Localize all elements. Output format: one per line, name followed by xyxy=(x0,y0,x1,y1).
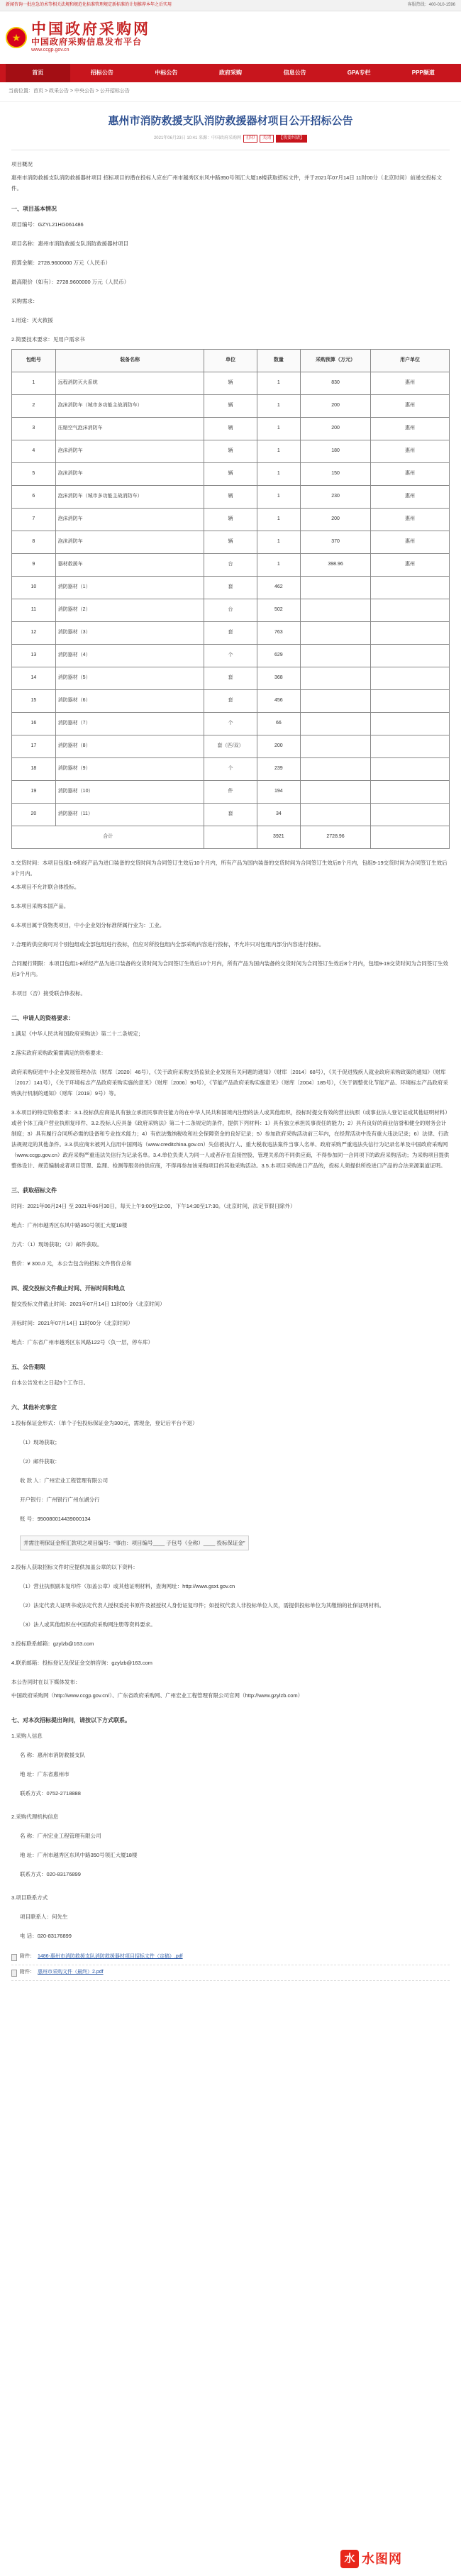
total-cell xyxy=(204,826,257,849)
media-label: 本公告同时在以下媒体发布： xyxy=(11,1679,81,1685)
table-cell: 1 xyxy=(257,554,301,577)
hotline: 客服热线：400-010-1596 xyxy=(407,3,455,7)
table-cell: 398.96 xyxy=(301,554,371,577)
qualification-3: 政府采购促进中小企业发展管理办法（财库〔2020〕46号），《关于政府采购支持监狱企业发展有关问题的通知》（财库〔2014〕68号），《关于促进残疾人就业政府采购政策的通知》（财库〔2017〕141号），《关于环境标志产品政府采购实施的意见》（财库〔2006〕90号），《节能产品政府采购实施意见》（财库〔2004〕185号），《关于调整优化节能产品、环境标志产品政府采购执行机制的通知》（财库〔2019〕9号）等。 xyxy=(11,1069,448,1097)
table-cell: 消防器材（4） xyxy=(55,645,204,667)
table-cell: 10 xyxy=(12,577,56,599)
table-cell: 1 xyxy=(257,531,301,554)
table-cell: 辆 xyxy=(204,372,257,395)
table-cell: 台 xyxy=(204,599,257,622)
nav-procurement[interactable]: 政府采购 xyxy=(219,70,243,76)
total-budget: 2728.96 xyxy=(301,826,371,849)
table-cell: 200 xyxy=(257,735,301,758)
table-cell: 消防器材（2） xyxy=(55,599,204,622)
table-row xyxy=(12,781,450,804)
table-cell: 3 xyxy=(12,418,56,440)
table-cell: 456 xyxy=(257,690,301,713)
total-quantity: 3921 xyxy=(257,826,301,849)
supplement-1: 1.投标保证金形式：（单个子包投标保证金为300元，需现金，登记后平台不退） xyxy=(11,1420,198,1426)
section-4-title: 四、提交投标文件截止时间、开标时间和地点 xyxy=(11,1285,125,1292)
supplement-4: 4.联系邮箱：投标登记及保证金交纳咨询：gzylzb@163.com xyxy=(11,1660,152,1666)
table-cell xyxy=(301,804,371,826)
attachment-item xyxy=(11,1965,450,1981)
table-cell xyxy=(301,781,371,804)
top-notice[interactable]: 新闻咨询一批应急的术等相关法规和规范化标准管理规定新标准的计划推荐本年之后实用 xyxy=(6,3,172,7)
table-row xyxy=(12,372,450,395)
period: 自本公告发布之日起5个工作日。 xyxy=(11,1379,89,1386)
report-error-button[interactable]: 【我要纠错】 xyxy=(276,135,307,143)
table-row xyxy=(12,418,450,440)
nav-info[interactable]: 信息公告 xyxy=(283,70,306,76)
attachment-label: 附件： xyxy=(20,1970,35,1975)
table-cell xyxy=(301,735,371,758)
note-industry: 6.本项目属于货物类项目，中小企业划分标准所属行业为：工业。 xyxy=(11,922,165,928)
table-cell: 消防器材（1） xyxy=(55,577,204,599)
table-cell: 套 xyxy=(204,804,257,826)
section-2-title: 二、申请人的资格要求： xyxy=(11,1015,74,1021)
table-cell: 套（匹/双） xyxy=(204,735,257,758)
table-cell: 194 xyxy=(257,781,301,804)
close-button[interactable]: 关闭 xyxy=(260,135,274,143)
table-cell xyxy=(301,622,371,645)
requirement-label: 采购需求： xyxy=(11,298,38,304)
table-cell: 1 xyxy=(257,509,301,531)
supplement-2: 2.投标人获取招标文件时应提供加盖公章的以下资料： xyxy=(11,1564,138,1570)
table-cell: 辆 xyxy=(204,531,257,554)
note-domestic: 5.本项目采购本国产品。 xyxy=(11,903,70,909)
table-cell: 台 xyxy=(204,554,257,577)
table-row xyxy=(12,645,450,667)
joint-bid: 本项目（否）接受联合体投标。 xyxy=(11,990,86,996)
table-cell xyxy=(301,690,371,713)
supplement-2c: （3）法人或其他组织在中国政府采购网注册等资料要求。 xyxy=(20,1621,156,1628)
table-cell: 6 xyxy=(12,486,56,509)
table-cell: 辆 xyxy=(204,509,257,531)
table-cell: 辆 xyxy=(204,463,257,486)
publish-info: 2021年06月23日 10:41 来源：中国政府采购网 xyxy=(153,136,241,140)
national-emblem-icon: ★ xyxy=(6,27,27,48)
table-cell xyxy=(370,622,449,645)
table-cell: 502 xyxy=(257,599,301,622)
table-cell: 462 xyxy=(257,577,301,599)
note-joint: 4.本项目不允许联合体投标。 xyxy=(11,884,80,890)
requirement-2: 2.简要技术要求：见用户需求书 xyxy=(11,336,85,343)
table-cell: 11 xyxy=(12,599,56,622)
table-row xyxy=(12,395,450,418)
site-header xyxy=(0,11,461,64)
table-cell: 消防器材（7） xyxy=(55,713,204,735)
table-cell: 763 xyxy=(257,622,301,645)
table-cell: 惠州 xyxy=(370,554,449,577)
table-cell xyxy=(301,577,371,599)
table-cell: 远程消防灭火系统 xyxy=(55,372,204,395)
items-table xyxy=(11,349,450,849)
table-cell: 消防器材（8） xyxy=(55,735,204,758)
attachments xyxy=(11,1950,450,1981)
table-cell: 个 xyxy=(204,758,257,781)
table-cell: 1 xyxy=(257,372,301,395)
table-cell: 629 xyxy=(257,645,301,667)
table-cell: 239 xyxy=(257,758,301,781)
article-meta xyxy=(11,135,450,143)
table-cell xyxy=(370,577,449,599)
table-cell: 12 xyxy=(12,622,56,645)
table-cell: 200 xyxy=(301,395,371,418)
table-cell: 惠州 xyxy=(370,395,449,418)
table-cell: 180 xyxy=(301,440,371,463)
table-cell: 19 xyxy=(12,781,56,804)
table-cell: 1 xyxy=(257,463,301,486)
table-cell: 惠州 xyxy=(370,440,449,463)
contact-1-title: 1.采购人信息 xyxy=(11,1733,43,1739)
table-row xyxy=(12,690,450,713)
attachment-link[interactable]: 1486-惠州市消防救援支队消防救援器材项目招标文件（定稿）.pdf xyxy=(38,1954,183,1960)
table-cell: 1 xyxy=(257,486,301,509)
table-row xyxy=(12,577,450,599)
table-header-row xyxy=(12,350,450,372)
watermark-logo-icon: 水 xyxy=(340,2550,359,2568)
get-price: 售价：¥ 300.0 元，本公告包含的招标文件售价总和 xyxy=(11,1260,132,1267)
logo-title: 中国政府采购网 xyxy=(31,20,150,38)
nav-home[interactable]: 首页 xyxy=(6,64,70,82)
table-cell: 230 xyxy=(301,486,371,509)
table-cell: 套 xyxy=(204,667,257,690)
contact-2-address: 地 址：广州市越秀区东风中路350号领汇大厦18楼 xyxy=(20,1852,138,1858)
table-row xyxy=(12,667,450,690)
table-cell xyxy=(301,645,371,667)
table-cell: 消防器材（3） xyxy=(55,622,204,645)
open-place: 地点：广东省广州市越秀区东风路122号（负一层，停车库） xyxy=(11,1339,154,1345)
table-cell: 13 xyxy=(12,645,56,667)
table-cell: 件 xyxy=(204,781,257,804)
col-header: 采购预算（万元） xyxy=(301,350,371,372)
table-cell: 66 xyxy=(257,713,301,735)
supplement-1b: （2）邮件获取： xyxy=(20,1458,60,1465)
contact-2-phone: 联系方式：020-83176899 xyxy=(20,1871,81,1877)
table-cell: 惠州 xyxy=(370,463,449,486)
table-cell: 8 xyxy=(12,531,56,554)
table-cell: 辆 xyxy=(204,395,257,418)
contact-2-name: 名 称：广州宏业工程管理有限公司 xyxy=(20,1833,101,1839)
watermark-text: 水图网 xyxy=(362,2551,402,2566)
table-cell: 惠州 xyxy=(370,418,449,440)
table-row xyxy=(12,804,450,826)
intro-label: 项目概况 xyxy=(11,161,33,167)
col-header: 单位 xyxy=(204,350,257,372)
items-table-body xyxy=(12,372,450,826)
table-cell: 个 xyxy=(204,645,257,667)
table-row xyxy=(12,735,450,758)
table-row xyxy=(12,486,450,509)
contact-2-title: 2.采购代理机构信息 xyxy=(11,1814,59,1820)
supplement-2b: （2）法定代表人证明书或法定代表人授权委托书原件及被授权人身份证复印件；如授权代表人非投标单位人员，需提供投标单位为其缴纳的社保证明材料。 xyxy=(20,1602,385,1609)
table-cell: 消防器材（10） xyxy=(55,781,204,804)
supplement-2a: （1）营业执照副本复印件（加盖公章）或其他证明材料，查询网址：http://www.gsxt.gov.cn xyxy=(20,1583,235,1589)
table-cell xyxy=(370,667,449,690)
qualification-2: 2.落实政府采购政策需满足的资格要求： xyxy=(11,1050,106,1056)
table-cell: 1 xyxy=(257,418,301,440)
table-row xyxy=(12,713,450,735)
get-place: 地点：广州市越秀区东风中路350号领汇大厦18楼 xyxy=(11,1222,128,1228)
table-cell: 5 xyxy=(12,463,56,486)
supplement-1c: 收 款 人：广州宏业工程管理有限公司 xyxy=(20,1477,109,1484)
nav-ppp[interactable]: PPP频道 xyxy=(411,70,435,76)
table-cell: 泡沫消防车 xyxy=(55,509,204,531)
total-cell xyxy=(370,826,449,849)
max-price: 最高限价（如有）：2728.9600000 万元（人民币） xyxy=(11,279,130,285)
main-nav xyxy=(0,64,461,82)
col-header: 用户单位 xyxy=(370,350,449,372)
table-cell xyxy=(370,645,449,667)
col-header: 装备名称 xyxy=(55,350,204,372)
requirement-1: 1.用途：灭火救援 xyxy=(11,317,53,323)
table-row xyxy=(12,622,450,645)
table-cell: 泡沫消防车 xyxy=(55,440,204,463)
nav-tender[interactable]: 招标公告 xyxy=(90,70,113,76)
table-row xyxy=(12,531,450,554)
attachment-label: 附件： xyxy=(20,1954,35,1960)
table-cell: 368 xyxy=(257,667,301,690)
note-delivery: 3.交货时间：本项目包组1-8和经产品为进口装备的交货时间为合同签订生效后10个月内，所有产品为国内装备的交货时间为合同签订生效后8个月内，包组9-19交货时间为合同签订生效后3个月内。 xyxy=(11,860,448,877)
site-logo[interactable] xyxy=(31,21,150,55)
table-cell xyxy=(301,599,371,622)
table-cell: 辆 xyxy=(204,440,257,463)
table-cell: 泡沫消防车 xyxy=(55,463,204,486)
section-1-title: 一、项目基本情况 xyxy=(11,206,57,212)
table-cell: 个 xyxy=(204,713,257,735)
table-cell: 压缩空气泡沫消防车 xyxy=(55,418,204,440)
intro-text: 惠州市消防救援支队消防救援器材项目 招标项目的潜在投标人应在广州市越秀区东风中路350号领汇大厦18楼获取招标文件，并于2021年07月14日 11时00分（北京时间）前递交投标文件。 xyxy=(11,174,443,191)
table-cell xyxy=(370,713,449,735)
section-6-title: 六、其他补充事宜 xyxy=(11,1404,57,1411)
table-row xyxy=(12,554,450,577)
logo-url: www.ccgp.gov.cn xyxy=(31,48,70,53)
table-cell: 20 xyxy=(12,804,56,826)
table-cell: 套 xyxy=(204,622,257,645)
table-cell xyxy=(370,735,449,758)
table-cell: 16 xyxy=(12,713,56,735)
table-cell: 9 xyxy=(12,554,56,577)
deadline: 提交投标文件截止时间：2021年07月14日 11时00分（北京时间） xyxy=(11,1301,165,1307)
table-cell: 1 xyxy=(257,395,301,418)
table-cell: 4 xyxy=(12,440,56,463)
contact-3-title: 3.项目联系方式 xyxy=(11,1894,48,1901)
table-cell xyxy=(370,758,449,781)
supplement-1f: 并需注明保证金所汇款项之项目编号：“事由：项目编号____ 子包号（全称）____ 投标保证金” xyxy=(20,1536,249,1550)
file-icon xyxy=(11,1970,17,1977)
supplement-1e: 账 号：950080014439000134 xyxy=(20,1516,91,1522)
note-bidding: 7.合理的供应商可对个别包组或全部包组进行投标，但应对所投包组内全部采购内容进行投标，不允许只对包组内部分内容进行投标。 xyxy=(11,941,325,948)
site-watermark xyxy=(340,2546,454,2572)
table-cell: 370 xyxy=(301,531,371,554)
table-row xyxy=(12,758,450,781)
table-cell xyxy=(370,781,449,804)
table-cell: 泡沫消防车 xyxy=(55,531,204,554)
table-cell xyxy=(370,804,449,826)
table-cell: 1 xyxy=(257,440,301,463)
table-cell: 200 xyxy=(301,418,371,440)
budget: 预算金额：2728.9600000 万元（人民币） xyxy=(11,260,111,266)
table-cell: 18 xyxy=(12,758,56,781)
breadcrumb: 当前位置：首页 > 政采公告 > 中央公告 > 公开招标公告 xyxy=(0,82,461,102)
table-cell: 200 xyxy=(301,509,371,531)
total-label: 合计 xyxy=(12,826,204,849)
supplement-1a: （1）现场获取； xyxy=(20,1439,60,1445)
table-cell: 7 xyxy=(12,509,56,531)
table-cell: 1 xyxy=(12,372,56,395)
print-button[interactable]: 打印 xyxy=(243,135,257,143)
nav-award[interactable]: 中标公告 xyxy=(155,70,178,76)
table-cell xyxy=(301,667,371,690)
table-cell: 泡沫消防车（城市多功能主战消防车） xyxy=(55,486,204,509)
open-time: 开标时间：2021年07月14日 11时00分（北京时间） xyxy=(11,1320,133,1326)
page-title: 惠州市消防救援支队消防救援器材项目公开招标公告 xyxy=(108,114,353,127)
table-row xyxy=(12,463,450,486)
project-name: 项目名称：惠州市消防救援支队消防救援器材项目 xyxy=(11,240,128,247)
table-cell: 14 xyxy=(12,667,56,690)
contact-1-name: 名 称：惠州市消防救援支队 xyxy=(20,1752,86,1758)
table-cell xyxy=(301,713,371,735)
supplement-3: 3.投标联系邮箱：gzylzb@163.com xyxy=(11,1640,94,1647)
contact-3-name: 项目联系人：何先生 xyxy=(20,1914,68,1920)
table-cell: 套 xyxy=(204,577,257,599)
contact-3-phone: 电 话：020-83176899 xyxy=(20,1933,72,1939)
section-7-title: 七、对本次招标提出询问，请按以下方式联系。 xyxy=(11,1717,130,1723)
table-cell: 34 xyxy=(257,804,301,826)
logo-subtitle: 中国政府采购信息发布平台 xyxy=(31,37,143,48)
table-cell: 17 xyxy=(12,735,56,758)
table-cell: 器材救援车 xyxy=(55,554,204,577)
attachment-item xyxy=(11,1950,450,1965)
table-row xyxy=(12,509,450,531)
table-cell: 惠州 xyxy=(370,509,449,531)
table-total-row xyxy=(12,826,450,849)
table-cell: 惠州 xyxy=(370,486,449,509)
supplement-1d: 开户银行：广州银行广州东湖分行 xyxy=(20,1497,100,1503)
table-cell xyxy=(370,599,449,622)
qualification-1: 1.满足《中华人民共和国政府采购法》第二十二条规定； xyxy=(11,1031,144,1037)
nav-gpa[interactable]: GPA专栏 xyxy=(347,70,371,76)
table-cell xyxy=(370,690,449,713)
get-method: 方式：（1）现场获取；（2）邮件获取。 xyxy=(11,1241,103,1248)
contract-period: 合同履行期限：本项目包组1-8所经产品为进口装备的交货时间为合同签订生效后10个月内，所有产品为国内装备的交货时间为合同签订生效后8个月内，包组9-19交货时间为合同签订生效后3个月内。 xyxy=(11,960,448,977)
table-cell: 惠州 xyxy=(370,531,449,554)
media-list: 中国政府采购网（http://www.ccgp.gov.cn/）、广东省政府采购网、广州宏业工程管理有限公司官网（http://www.gzylzb.com） xyxy=(11,1692,304,1699)
attachment-link[interactable]: 惠州市采购文件（最终）2.pdf xyxy=(38,1970,104,1975)
contact-1-address: 地 址：广东省惠州市 xyxy=(20,1771,70,1777)
get-time: 时间：2021年06月24日 至 2021年06月30日，每天上午9:00至12:00，下午14:30至17:30。（北京时间，法定节假日除外） xyxy=(11,1203,296,1209)
table-cell: 惠州 xyxy=(370,372,449,395)
table-cell: 消防器材（6） xyxy=(55,690,204,713)
section-3-title: 三、获取招标文件 xyxy=(11,1187,57,1194)
table-row xyxy=(12,440,450,463)
col-header: 数量 xyxy=(257,350,301,372)
table-cell: 辆 xyxy=(204,418,257,440)
col-header: 包组号 xyxy=(12,350,56,372)
top-bar xyxy=(0,0,461,11)
table-cell: 830 xyxy=(301,372,371,395)
qualification-4: 3.本项目的特定资格要求：3.1.投标供应商是具有独立承担民事责任能力的在中华人民共和国境内注册的法人或其他组织，投标时提交有效的营业执照（或事业法人登记证或其他证明材料）或者个体工商户营业执照复印件、3.2.投标人应具备《政府采购法》第二十二条规定的条件，提供下列材料：1）具有独立承担民事责任的能力；2）具有良好的商业信誉和健全的财务会计制度；3）具有履行合同所必需的设备和专业技术能力；4）有依法缴纳税收和社会保障资金的良好记录；5）参加政府采购活动前三年内，在经营活动中没有重大违法记录；6）法律、行政法规规定的其他条件。3.3.供应商未被列入信用中国网站（www.creditchina.gov.cn）失信被执行人、重大税收违法案件当事人名单、政府采购严重违法失信行为记录名单及中国政府采购网（www.ccgp.gov.cn）政府采购严重违法失信行为记录名单。3.4.单位负责人为同一人或者存在直接控股、管理关系的不同供应商，不得参加同一合同项下的政府采购活动；为采购项目提供整体设计、规范编制或者项目管理、监理、检测等服务的供应商，不得再参加该采购项目的其他采购活动。3.5.本项目采购进口产品的，投标人须提供所投进口产品的合法来源渠道证明。 xyxy=(11,1109,450,1169)
section-5-title: 五、公告期限 xyxy=(11,1364,45,1370)
table-cell: 消防器材（11） xyxy=(55,804,204,826)
table-cell: 消防器材（9） xyxy=(55,758,204,781)
table-cell: 消防器材（5） xyxy=(55,667,204,690)
article xyxy=(0,102,461,1987)
table-cell: 辆 xyxy=(204,486,257,509)
table-cell: 2 xyxy=(12,395,56,418)
table-cell xyxy=(301,758,371,781)
table-cell: 泡沫消防车（城市多功能主战消防车） xyxy=(55,395,204,418)
contact-1-phone: 联系方式：0752-2718888 xyxy=(20,1790,81,1797)
table-cell: 15 xyxy=(12,690,56,713)
file-icon xyxy=(11,1954,17,1961)
table-cell: 套 xyxy=(204,690,257,713)
table-row xyxy=(12,599,450,622)
project-number: 项目编号：GZYL21HG061486 xyxy=(11,221,84,228)
table-cell: 150 xyxy=(301,463,371,486)
